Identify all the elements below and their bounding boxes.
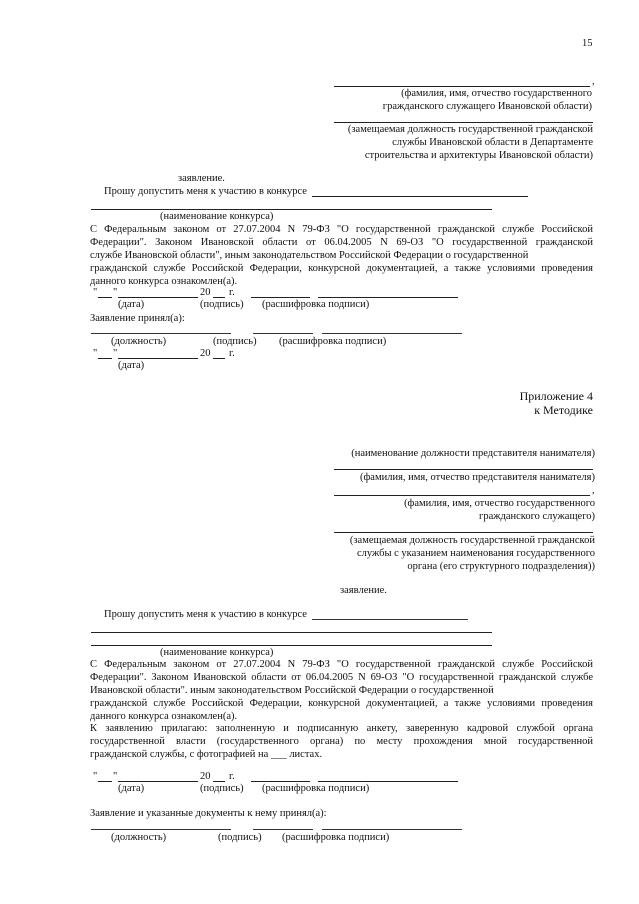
position-line	[334, 122, 593, 123]
request-text: Прошу допустить меня к участию в конкурсе	[104, 186, 307, 197]
appendix-subtitle: к Методике	[534, 403, 593, 417]
year-suffix: г.	[229, 348, 235, 359]
month-line	[118, 297, 198, 298]
body-line: данного конкурса ознакомлен(а).	[90, 711, 238, 722]
employer-rep-position-caption: (наименование должности представителя нанимателя)	[351, 448, 595, 459]
signature-line-2	[253, 333, 313, 334]
position-caption: службы с указанием наименования государственного	[356, 548, 595, 559]
date-quote-close: "	[113, 287, 118, 298]
year-line-2	[213, 358, 225, 359]
contest-caption: (наименование конкурса)	[160, 647, 274, 658]
decoding-line-2	[322, 829, 462, 830]
signature-line	[251, 781, 310, 782]
decoding-caption: (расшифровка подписи)	[262, 299, 370, 310]
signature-caption: (подпись)	[200, 299, 244, 310]
body-line: данного конкурса ознакомлен(а).	[90, 276, 238, 287]
body-line: службе Ивановской области", иным законодательством Российской Федерации о государственной	[90, 250, 529, 261]
position-caption-sign: (должность)	[111, 832, 167, 843]
fio-caption: гражданского служащего Ивановской области)	[382, 101, 592, 112]
accepted-label: Заявление и указанные документы к нему принял(а):	[90, 808, 327, 819]
page-number: 15	[582, 38, 593, 49]
fio-comma: ,	[592, 76, 595, 87]
signature-caption: (подпись)	[200, 783, 244, 794]
year-line	[213, 297, 225, 298]
body-line: гражданской службе Российской Федерации, конкурсной документацией, а также условиями проведения	[90, 698, 593, 709]
fio-caption: гражданского служащего)	[479, 511, 595, 522]
fio-line	[334, 86, 590, 87]
decoding-line-2	[322, 333, 462, 334]
date-quote-open: "	[93, 771, 98, 782]
contest-caption: (наименование конкурса)	[160, 211, 274, 222]
attach-line: государственной власти (государственного органа) по месту прохождения мной государственной	[90, 736, 593, 747]
decoding-caption-2: (расшифровка подписи)	[282, 832, 390, 843]
date-quote-open: "	[93, 348, 98, 359]
contest-line-3	[91, 645, 492, 646]
decoding-line	[318, 781, 458, 782]
year-suffix: г.	[229, 771, 235, 782]
date-quote-open: "	[93, 287, 98, 298]
employer-rep-fio-caption: (фамилия, имя, отчество представителя нанимателя)	[359, 472, 595, 483]
date-quote-close: "	[113, 348, 118, 359]
month-line	[118, 781, 198, 782]
statement-title: заявление.	[340, 585, 387, 596]
request-text: Прошу допустить меня к участию в конкурсе	[104, 609, 307, 620]
year-prefix: 20	[200, 771, 211, 782]
signature-line-2	[253, 829, 313, 830]
attach-line: К заявлению прилагаю: заполненную и подписанную анкету, заверенную кадровой службой органа	[90, 723, 593, 734]
date-quote-close: "	[113, 771, 118, 782]
signature-caption-2: (подпись)	[213, 336, 257, 347]
year-prefix: 20	[200, 348, 211, 359]
position-sign-line	[91, 829, 231, 830]
body-line: С Федеральным законом от 27.07.2004 N 79-ФЗ "О государственной гражданской службе Российской	[90, 659, 593, 670]
statement-title: заявление.	[178, 173, 225, 184]
signature-line	[251, 297, 310, 298]
contest-line-2	[91, 632, 492, 633]
date-caption: (дата)	[118, 299, 145, 310]
employer-rep-fio-line	[334, 469, 593, 470]
contest-line-2	[91, 209, 492, 210]
body-line: Федерации". Законом Ивановской области от 06.04.2005 N 69-ОЗ "О государственной гражданской	[90, 237, 593, 248]
position-caption-sign: (должность)	[111, 336, 167, 347]
date-caption-2: (дата)	[118, 360, 145, 371]
year-suffix: г.	[229, 287, 235, 298]
decoding-line	[318, 297, 458, 298]
body-line: Ивановской области". иным законодательством Российской Федерации о государственной	[90, 685, 494, 696]
signature-caption-2: (подпись)	[218, 832, 262, 843]
month-line-2	[118, 358, 198, 359]
position-caption: строительства и архитектуры Ивановской области)	[364, 150, 593, 161]
position-caption: (замещаемая должность государственной гражданской	[347, 124, 593, 135]
decoding-caption-2: (расшифровка подписи)	[279, 336, 387, 347]
fio-comma: ,	[592, 485, 595, 496]
contest-line	[312, 196, 528, 197]
contest-line	[312, 619, 468, 620]
attach-line: гражданской службы, с фотографией на ___ листах.	[90, 749, 323, 760]
decoding-caption: (расшифровка подписи)	[262, 783, 370, 794]
fio-caption: (фамилия, имя, отчество государственного	[404, 498, 595, 509]
position-caption: органа (его структурного подразделения))	[407, 561, 595, 572]
body-line: С Федеральным законом от 27.07.2004 N 79-ФЗ "О государственной гражданской службе Российской	[90, 224, 593, 235]
year-prefix: 20	[200, 287, 211, 298]
date-caption: (дата)	[118, 783, 145, 794]
day-line	[98, 297, 112, 298]
appendix-title: Приложение 4	[519, 389, 593, 403]
position-caption: (замещаемая должность государственной гражданской	[349, 535, 595, 546]
position-line	[334, 532, 593, 533]
position-sign-line	[91, 333, 231, 334]
day-line-2	[98, 358, 112, 359]
position-caption: службы Ивановской области в Департаменте	[392, 137, 593, 148]
day-line	[98, 781, 112, 782]
fio-line	[334, 495, 590, 496]
body-line: гражданской службе Российской Федерации, конкурсной документацией, а также условиями проведения	[90, 263, 593, 274]
body-line: Федерации". Законом Ивановской области от 06.04.2005 N 69-ОЗ "О государственной гражданской службе	[90, 672, 593, 683]
fio-caption: (фамилия, имя, отчество государственного	[401, 88, 592, 99]
year-line	[213, 781, 225, 782]
accepted-label: Заявление принял(а):	[90, 313, 185, 324]
